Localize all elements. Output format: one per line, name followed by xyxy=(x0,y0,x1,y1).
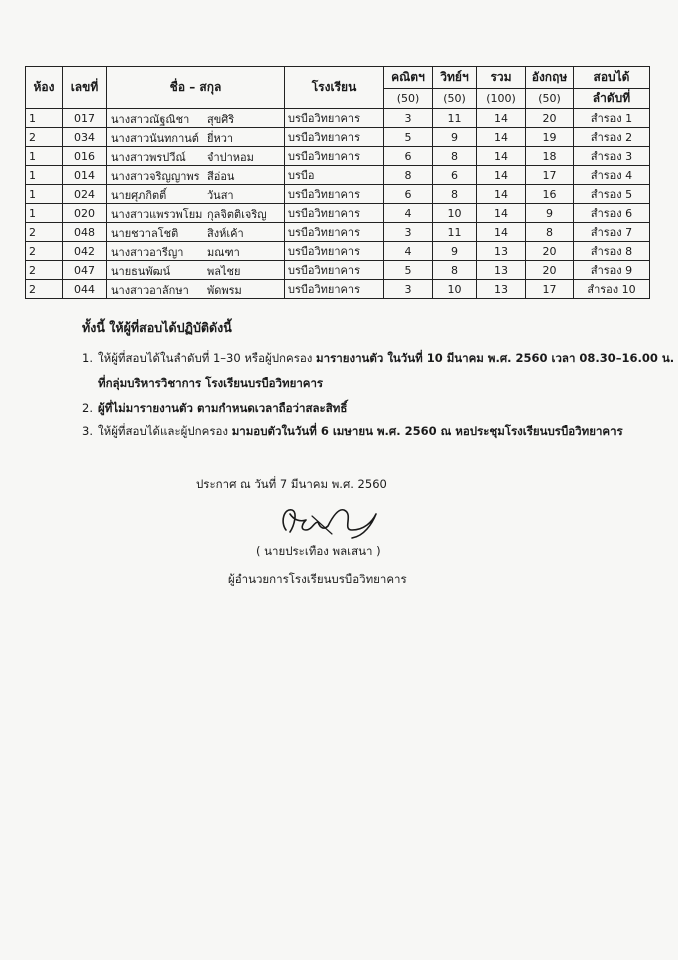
cell-room: 1 xyxy=(26,166,63,185)
header-seat: เลขที่ xyxy=(63,67,107,109)
item-number: 3. xyxy=(82,424,93,438)
cell-rank: สำรอง 7 xyxy=(574,223,650,242)
cell-total: 14 xyxy=(477,204,526,223)
first-name: นางสาวอาลักษา xyxy=(111,284,189,297)
cell-math: 6 xyxy=(384,185,433,204)
table-row xyxy=(26,166,650,185)
table-row xyxy=(26,185,650,204)
header-rank-line2: ลำดับที่ xyxy=(574,89,650,109)
cell-sci: 10 xyxy=(433,280,477,299)
cell-school: บรบือ xyxy=(285,166,384,185)
cell-seat: 042 xyxy=(63,242,107,261)
signer-position: ผู้อำนวยการโรงเรียนบรบือวิทยาคาร xyxy=(228,572,407,586)
item-number: 2. xyxy=(82,401,93,415)
cell-seat: 047 xyxy=(63,261,107,280)
last-name: จำปาหอม xyxy=(207,151,254,164)
cell-seat: 016 xyxy=(63,147,107,166)
cell-school: บรบือวิทยาคาร xyxy=(285,109,384,128)
table-row xyxy=(26,261,650,280)
cell-school: บรบือวิทยาคาร xyxy=(285,280,384,299)
last-name: วันสา xyxy=(207,189,234,202)
results-table xyxy=(25,66,650,299)
header-math: คณิตฯ xyxy=(384,67,433,89)
header-school: โรงเรียน xyxy=(285,67,384,109)
instruction-item-2 xyxy=(82,400,347,418)
cell-seat: 024 xyxy=(63,185,107,204)
cell-name xyxy=(107,223,285,242)
max-sci: (50) xyxy=(433,89,477,109)
cell-name xyxy=(107,128,285,147)
cell-sci: 8 xyxy=(433,261,477,280)
last-name: ยี่หวา xyxy=(207,132,234,145)
table-row xyxy=(26,147,650,166)
cell-eng: 18 xyxy=(526,147,574,166)
first-name: นางสาวอารีญา xyxy=(111,246,184,259)
cell-eng: 20 xyxy=(526,261,574,280)
last-name: สีอ่อน xyxy=(207,170,235,183)
max-total: (100) xyxy=(477,89,526,109)
first-name: นางสาวแพรวพโยม xyxy=(111,208,203,221)
cell-seat: 017 xyxy=(63,109,107,128)
signature-icon xyxy=(272,500,382,540)
cell-room: 2 xyxy=(26,223,63,242)
header-room: ห้อง xyxy=(26,67,63,109)
cell-eng: 17 xyxy=(526,166,574,185)
cell-name xyxy=(107,109,285,128)
last-name: สุขศิริ xyxy=(207,113,235,126)
cell-sci: 9 xyxy=(433,128,477,147)
first-name: นายธนพัฒน์ xyxy=(111,265,171,278)
cell-name xyxy=(107,280,285,299)
header-sci: วิทย์ฯ xyxy=(433,67,477,89)
header-rank-line1: สอบได้ xyxy=(574,67,650,89)
cell-school: บรบือวิทยาคาร xyxy=(285,242,384,261)
last-name: กุลจิตติเจริญ xyxy=(207,208,267,221)
cell-sci: 6 xyxy=(433,166,477,185)
cell-school: บรบือวิทยาคาร xyxy=(285,185,384,204)
item2-text: ผู้ที่ไม่มารายงานตัว ตามกำหนดเวลาถือว่าสละสิทธิ์ xyxy=(98,401,348,415)
cell-room: 1 xyxy=(26,185,63,204)
first-name: นางสาวจริญญาพร xyxy=(111,170,200,183)
first-name: นายศุภกิตติ์ xyxy=(111,189,167,202)
instruction-item-1 xyxy=(82,350,674,368)
item1-text-a: ให้ผู้ที่สอบได้ในลำดับที่ 1–30 หรือผู้ปกครอง xyxy=(98,351,317,365)
last-name: มณฑา xyxy=(207,246,240,259)
cell-total: 14 xyxy=(477,223,526,242)
cell-math: 6 xyxy=(384,147,433,166)
table-row xyxy=(26,109,650,128)
cell-name xyxy=(107,204,285,223)
cell-name xyxy=(107,242,285,261)
cell-seat: 020 xyxy=(63,204,107,223)
cell-school: บรบือวิทยาคาร xyxy=(285,261,384,280)
cell-room: 2 xyxy=(26,261,63,280)
cell-room: 1 xyxy=(26,147,63,166)
cell-math: 5 xyxy=(384,261,433,280)
item-number: 1. xyxy=(82,351,93,365)
cell-math: 3 xyxy=(384,280,433,299)
cell-name xyxy=(107,185,285,204)
cell-math: 5 xyxy=(384,128,433,147)
cell-math: 3 xyxy=(384,223,433,242)
cell-school: บรบือวิทยาคาร xyxy=(285,147,384,166)
cell-eng: 19 xyxy=(526,128,574,147)
cell-seat: 048 xyxy=(63,223,107,242)
table-row xyxy=(26,280,650,299)
announcement-date: ประกาศ ณ วันที่ 7 มีนาคม พ.ศ. 2560 xyxy=(196,477,387,491)
cell-rank: สำรอง 4 xyxy=(574,166,650,185)
first-name: นางสาวณัฐณิชา xyxy=(111,113,190,126)
table-row xyxy=(26,223,650,242)
item1-text-b: มารายงานตัว ในวันที่ 10 มีนาคม พ.ศ. 2560 เวลา 08.30–16.00 น. xyxy=(316,351,675,365)
cell-math: 3 xyxy=(384,109,433,128)
cell-eng: 20 xyxy=(526,242,574,261)
cell-total: 14 xyxy=(477,128,526,147)
first-name: นางสาวพรปวีณ์ xyxy=(111,151,186,164)
item1-text-c: ที่กลุ่มบริหารวิชาการ โรงเรียนบรบือวิทยาคาร xyxy=(98,376,324,390)
cell-rank: สำรอง 1 xyxy=(574,109,650,128)
table-row xyxy=(26,128,650,147)
cell-rank: สำรอง 3 xyxy=(574,147,650,166)
cell-math: 8 xyxy=(384,166,433,185)
cell-rank: สำรอง 9 xyxy=(574,261,650,280)
cell-rank: สำรอง 2 xyxy=(574,128,650,147)
cell-sci: 11 xyxy=(433,109,477,128)
instructions-title: ทั้งนี้ ให้ผู้ที่สอบได้ปฏิบัติดังนี้ xyxy=(82,320,232,335)
max-math: (50) xyxy=(384,89,433,109)
cell-school: บรบือวิทยาคาร xyxy=(285,128,384,147)
cell-rank: สำรอง 5 xyxy=(574,185,650,204)
cell-sci: 8 xyxy=(433,147,477,166)
cell-name xyxy=(107,166,285,185)
cell-room: 2 xyxy=(26,242,63,261)
first-name: นายชวาลโชติ xyxy=(111,227,179,240)
cell-rank: สำรอง 8 xyxy=(574,242,650,261)
cell-seat: 044 xyxy=(63,280,107,299)
cell-name xyxy=(107,261,285,280)
last-name: พัดพรม xyxy=(207,284,242,297)
cell-total: 14 xyxy=(477,147,526,166)
cell-room: 2 xyxy=(26,280,63,299)
cell-eng: 16 xyxy=(526,185,574,204)
cell-sci: 9 xyxy=(433,242,477,261)
last-name: สิงห์เค้า xyxy=(207,227,244,240)
last-name: พลไชย xyxy=(207,265,241,278)
cell-sci: 8 xyxy=(433,185,477,204)
cell-total: 14 xyxy=(477,109,526,128)
cell-room: 1 xyxy=(26,204,63,223)
cell-seat: 014 xyxy=(63,166,107,185)
cell-seat: 034 xyxy=(63,128,107,147)
cell-eng: 8 xyxy=(526,223,574,242)
cell-rank: สำรอง 6 xyxy=(574,204,650,223)
cell-eng: 17 xyxy=(526,280,574,299)
table-row xyxy=(26,242,650,261)
cell-total: 13 xyxy=(477,261,526,280)
cell-total: 13 xyxy=(477,280,526,299)
cell-school: บรบือวิทยาคาร xyxy=(285,223,384,242)
first-name: นางสาวนันทกานต์ xyxy=(111,132,199,145)
cell-school: บรบือวิทยาคาร xyxy=(285,204,384,223)
cell-room: 1 xyxy=(26,109,63,128)
header-eng: อังกฤษ xyxy=(526,67,574,89)
cell-name xyxy=(107,147,285,166)
max-eng: (50) xyxy=(526,89,574,109)
signer-name: ( นายประเทือง พลเสนา ) xyxy=(256,544,381,558)
table-row xyxy=(26,204,650,223)
cell-total: 14 xyxy=(477,166,526,185)
header-total: รวม xyxy=(477,67,526,89)
cell-eng: 9 xyxy=(526,204,574,223)
cell-total: 13 xyxy=(477,242,526,261)
instruction-item-3 xyxy=(82,423,623,441)
item3-text-a: ให้ผู้ที่สอบได้และผู้ปกครอง xyxy=(98,424,232,438)
cell-rank: สำรอง 10 xyxy=(574,280,650,299)
item3-text-b: มามอบตัวในวันที่ 6 เมษายน พ.ศ. 2560 ณ หอประชุมโรงเรียนบรบือวิทยาคาร xyxy=(231,424,623,438)
cell-math: 4 xyxy=(384,242,433,261)
cell-math: 4 xyxy=(384,204,433,223)
cell-eng: 20 xyxy=(526,109,574,128)
cell-room: 2 xyxy=(26,128,63,147)
cell-sci: 10 xyxy=(433,204,477,223)
header-name: ชื่อ – สกุล xyxy=(107,67,285,109)
cell-total: 14 xyxy=(477,185,526,204)
cell-sci: 11 xyxy=(433,223,477,242)
header-row xyxy=(26,67,650,89)
